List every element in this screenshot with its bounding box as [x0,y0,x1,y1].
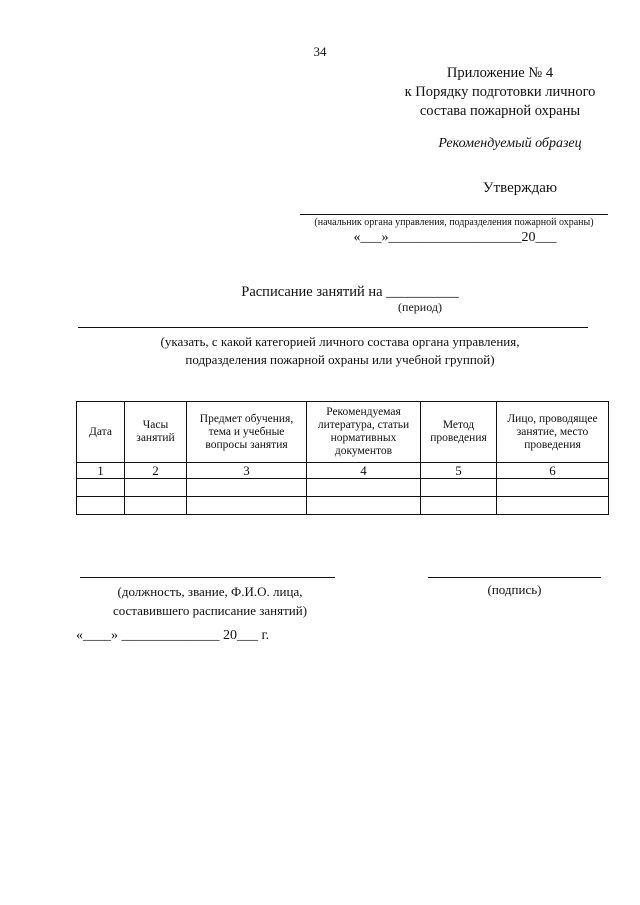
table-header-row [77,402,609,463]
header-instructor: Лицо, проводящее занятие, место проведения [497,402,609,463]
category-caption [100,333,580,369]
category-caption-line-2: подразделения пожарной охраны или учебной группой) [185,352,495,367]
appendix-header [380,64,620,121]
approve-date-line: «___»___________________20___ [353,230,557,245]
column-number: 5 [421,463,497,479]
table-cell [307,497,421,515]
header-literature: Рекомендуемая литература, статьи нормативных документов [307,402,421,463]
header-hours: Часы занятий [125,402,187,463]
table-row [77,497,609,515]
approve-label: Утверждаю [482,180,558,196]
column-number: 1 [77,463,125,479]
table-row [77,479,609,497]
sample-label: Рекомендуемый образец [438,136,582,151]
position-signature-line [80,577,335,578]
table-cell [125,479,187,497]
table-cell [497,497,609,515]
approve-caption: (начальник органа управления, подразделения пожарной охраны) [314,217,594,228]
signature-line [428,577,601,578]
schedule-title: Расписание занятий на __________ [241,284,459,300]
table-cell [125,497,187,515]
position-caption-line-1: (должность, звание, Ф.И.О. лица, [117,584,303,599]
appendix-line-2: к Порядку подготовки личного [404,84,596,100]
signature-caption: (подпись) [487,582,542,597]
page-number: 34 [313,44,327,59]
header-subject: Предмет обучения, тема и учебные вопросы занятия [187,402,307,463]
column-number: 3 [187,463,307,479]
table-cell [77,479,125,497]
table-cell [187,497,307,515]
table-cell [77,497,125,515]
schedule-table [76,401,609,515]
column-number: 2 [125,463,187,479]
compiled-date-line: «____» ______________ 20___ г. [76,628,270,643]
table-cell [497,479,609,497]
column-number: 6 [497,463,609,479]
category-caption-line-1: (указать, с какой категорией личного состава органа управления, [160,334,520,349]
period-caption: (период) [398,300,442,314]
table-cell [421,479,497,497]
header-date: Дата [77,402,125,463]
position-caption [95,582,325,620]
table-cell [307,479,421,497]
category-line [78,327,588,328]
table-number-row [77,463,609,479]
table-cell [187,479,307,497]
table-cell [421,497,497,515]
position-caption-line-2: составившего расписание занятий) [112,603,308,618]
appendix-line-1: Приложение № 4 [446,65,554,81]
approve-signature-line [300,214,608,215]
appendix-line-3: состава пожарной охраны [419,103,581,119]
header-method: Метод проведения [421,402,497,463]
column-number: 4 [307,463,421,479]
